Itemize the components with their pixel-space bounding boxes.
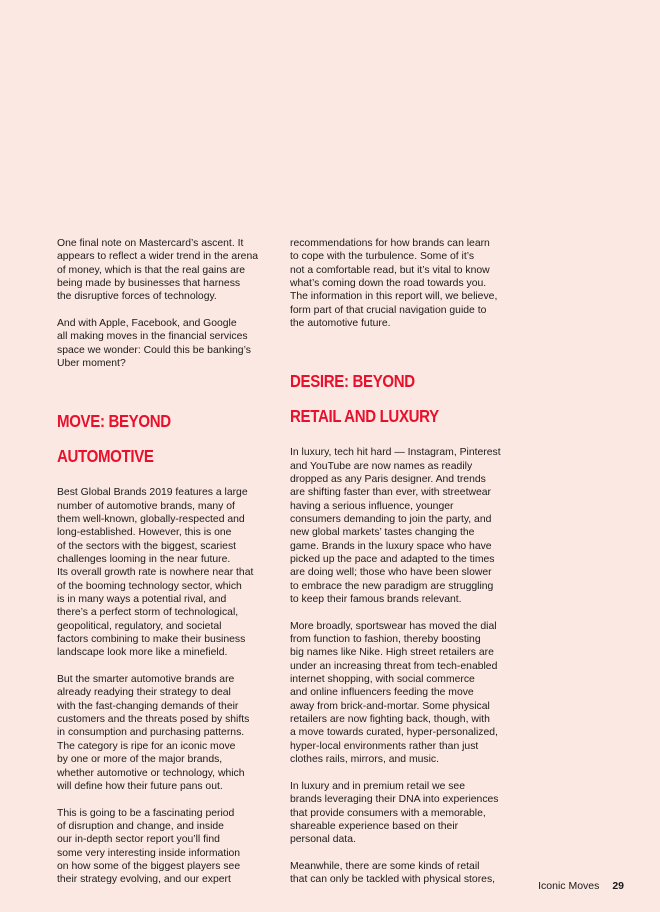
footer-section-name: Iconic Moves bbox=[538, 880, 600, 892]
body-paragraph: One final note on Mastercard’s ascent. It appears to reflect a wider trend in the arena of money, which is that the real gains are being made by businesses that harness the disruptive forces of technology. bbox=[57, 238, 259, 303]
body-paragraph: Meanwhile, there are some kinds of retail that can only be tackled with physical stores, bbox=[290, 860, 496, 886]
page-footer bbox=[538, 880, 624, 893]
body-paragraph: In luxury and in premium retail we see brands leveraging their DNA into experiences that provide consumers with a memorable, shareable experience based on their personal data. bbox=[290, 780, 499, 846]
body-paragraph: But the smarter automotive brands are already readying their strategy to deal with the fast-changing demands of their customers and the threats posed by shifts in consumption and purchasing patterns. The category is ripe for an iconic move by one or more of the major brands, whether automotive or technology, which will define how their future pans out. bbox=[57, 674, 250, 792]
section-heading-desire bbox=[290, 356, 477, 444]
page-number: 29 bbox=[612, 880, 624, 892]
right-column bbox=[290, 237, 508, 900]
body-paragraph: And with Apple, Facebook, and Google all making moves in the financial services space we wonder: Could this be banking’s Uber moment? bbox=[57, 318, 251, 370]
heading-line: AUTOMOTIVE bbox=[57, 446, 154, 467]
body-paragraph: Best Global Brands 2019 features a large number of automotive brands, many of them well-known, globally-respected and long-established. However, this is one of the sectors with the biggest, scariest challenges looming in the near future. Its overall growth rate is nowhere near that of the booming technology sector, which is in many ways a potential rival, and there’s a perfect storm of technological, geopolitical, regulatory, and societal factors combining to make their business landscape look more like a minefield. bbox=[57, 487, 254, 659]
body-paragraph: recommendations for how brands can learn to cope with the turbulence. Some of it’s not a comfortable read, but it’s vital to know what’s coming down the road towards you. The information in this report will, we believe, form part of that crucial navigation guide to the automotive future. bbox=[290, 238, 498, 330]
body-paragraph: In luxury, tech hit hard — Instagram, Pinterest and YouTube are now names as readily dropped as any Paris designer. And trends are shifting faster than ever, with streetwear having a serious influence, younger consumers demanding to join the party, and new global markets’ tastes changing the game. Brands in the luxury space who have picked up the pace and adapted to the times are doing well; those who have been slower to embrace the new paradigm are struggling to keep their famous brands relevant. bbox=[290, 447, 501, 606]
section-heading-move bbox=[57, 396, 244, 484]
heading-line: RETAIL AND LUXURY bbox=[290, 406, 439, 427]
heading-line: DESIRE: BEYOND bbox=[290, 371, 415, 392]
left-column bbox=[57, 237, 275, 900]
body-paragraph: This is going to be a fascinating period of disruption and change, and inside our in-depth sector report you’ll find some very interesting inside information on how some of the biggest players see their strategy evolving, and our expert bbox=[57, 807, 241, 886]
heading-line: MOVE: BEYOND bbox=[57, 411, 171, 432]
body-paragraph: More broadly, sportswear has moved the dial from function to fashion, thereby boosting big names like Nike. High street retailers are under an increasing threat from tech-enabled internet shopping, with social commerce and online influencers feeding the move away from brick-and-mortar. Some physical retailers are now fighting back, though, with a move towards curated, hyper-personalized, hyper-local environments rather than just clothes rails, mirrors, and music. bbox=[290, 620, 498, 766]
